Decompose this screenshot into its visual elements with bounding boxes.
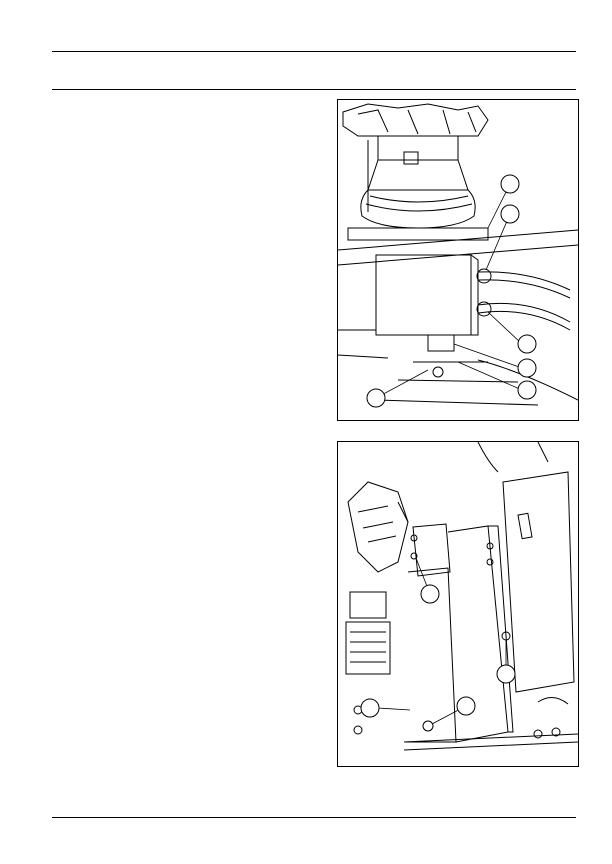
pedal-plate [343, 104, 488, 136]
callout-4a [518, 381, 536, 399]
callout-1a [421, 585, 439, 603]
callout-3 [518, 359, 536, 377]
callout-2b [518, 335, 536, 353]
callout-2a [501, 205, 519, 223]
callout-4b [367, 389, 385, 407]
callout-1b [497, 665, 515, 683]
figure-2-illustration [338, 442, 578, 766]
figure-1-illustration [338, 100, 578, 420]
footer-divider [52, 817, 576, 818]
figure-2-bottom-plate [337, 441, 579, 767]
title-divider [52, 89, 576, 90]
callout-2 [361, 699, 379, 717]
callout-1c [457, 697, 475, 715]
callout-1 [501, 175, 519, 193]
figure-1-valve-pedal [337, 99, 579, 421]
header-divider [52, 51, 576, 52]
